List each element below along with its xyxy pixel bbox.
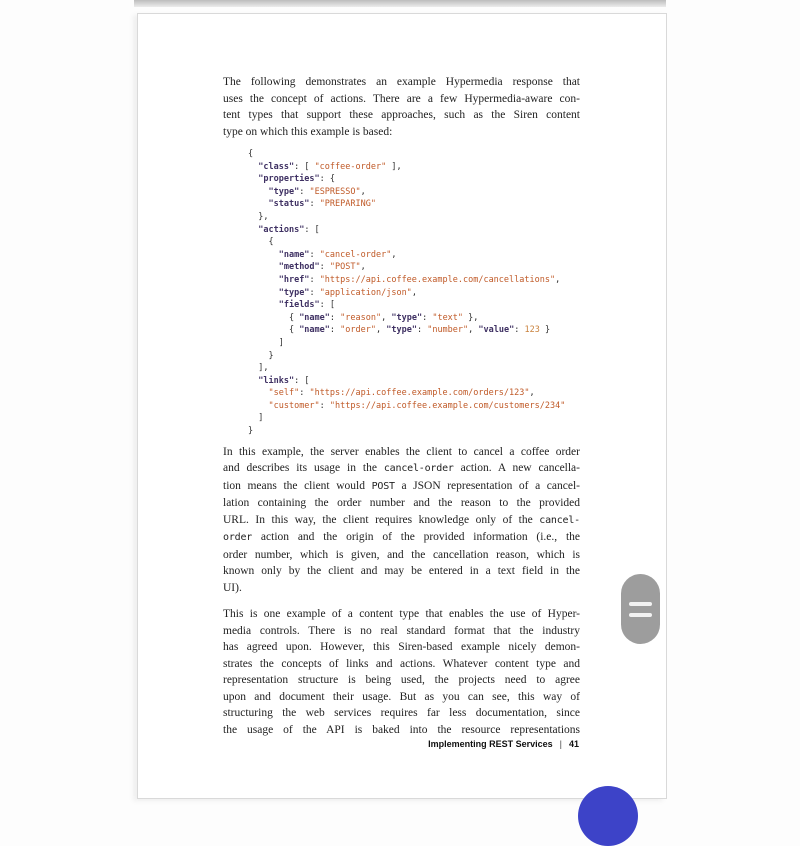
code-token: : [ xyxy=(294,161,315,172)
code-token: : xyxy=(329,325,341,336)
code-token: "type" xyxy=(386,325,417,336)
code-token: , xyxy=(529,388,535,399)
code-token: , xyxy=(381,312,392,323)
page-footer xyxy=(428,739,579,749)
code-token: 123 xyxy=(524,325,540,336)
text-segment: action and the origin of the provided information (i.e., the xyxy=(252,531,580,544)
code-line xyxy=(248,224,580,237)
code-token: "number" xyxy=(427,325,469,336)
text-line xyxy=(223,656,580,673)
text-line xyxy=(223,478,580,496)
json-code-block xyxy=(248,148,580,438)
code-token: ] xyxy=(248,413,264,424)
text-line xyxy=(223,580,580,597)
inline-code: cancel-order xyxy=(383,463,454,475)
text-segment: lation containing the order number and the reason to the provided xyxy=(223,497,580,510)
paragraph-discussion xyxy=(223,606,580,738)
code-token xyxy=(248,376,258,386)
text-segment: uses the concept of actions. There are a few Hypermedia-aware con- xyxy=(223,92,580,105)
code-token xyxy=(248,174,258,184)
code-token: : xyxy=(329,312,341,323)
code-token: : xyxy=(416,325,428,336)
code-token xyxy=(248,401,268,411)
book-page xyxy=(137,13,667,799)
text-segment: known only by the client and may be entered in a text field in the xyxy=(223,565,580,578)
text-line xyxy=(223,91,580,108)
code-line xyxy=(248,362,580,375)
code-line xyxy=(248,211,580,224)
code-token: "customer" xyxy=(268,400,320,411)
code-token: "links" xyxy=(258,375,295,386)
code-token: "https://api.coffee.example.com/customers/234" xyxy=(329,400,566,411)
text-segment: a JSON representation of a cancel- xyxy=(394,479,580,492)
code-token: "application/json" xyxy=(319,287,412,298)
code-token xyxy=(248,250,279,260)
code-line xyxy=(248,324,580,337)
text-line xyxy=(223,495,580,512)
text-segment: URL. In this way, the client requires knowledge only of the xyxy=(223,513,540,526)
code-token: : xyxy=(309,287,320,298)
code-token: : xyxy=(309,199,320,210)
text-line xyxy=(223,639,580,656)
floating-action-button[interactable] xyxy=(578,786,638,846)
code-token: "self" xyxy=(268,388,300,399)
text-segment: The following demonstrates an example Hypermedia response that xyxy=(223,76,580,88)
text-line xyxy=(223,606,580,623)
text-line xyxy=(223,547,580,564)
code-line xyxy=(248,161,580,174)
text-segment: upon and document their usage. But as you can see, this way of xyxy=(223,690,580,703)
code-token: { xyxy=(248,325,300,336)
code-token: , xyxy=(360,186,366,197)
code-token: : xyxy=(309,274,320,285)
code-token: ], xyxy=(248,363,269,374)
code-token: : xyxy=(299,186,310,197)
paragraph-explanation xyxy=(223,444,580,597)
code-token: , xyxy=(468,325,479,336)
code-token: "type" xyxy=(391,312,423,323)
code-token: { xyxy=(248,149,254,159)
text-segment: In this example, the server enables the client to cancel a coffee order xyxy=(223,445,580,458)
code-token: , xyxy=(391,249,397,260)
page-content xyxy=(223,74,580,738)
text-segment: UI). xyxy=(223,581,242,594)
code-line xyxy=(248,350,580,363)
code-line xyxy=(248,148,580,161)
code-token xyxy=(248,199,268,209)
code-line xyxy=(248,387,580,400)
code-token: } xyxy=(248,350,274,361)
code-token: "PREPARING" xyxy=(319,199,376,210)
code-token: ] xyxy=(248,337,284,348)
code-token: ], xyxy=(386,161,402,172)
text-line xyxy=(223,74,580,91)
code-token: "href" xyxy=(278,274,310,285)
code-line xyxy=(248,249,580,262)
code-line xyxy=(248,261,580,274)
code-token: "cancel-order" xyxy=(319,249,392,260)
text-segment: has agreed upon. However, this Siren-based example nicely demon- xyxy=(223,641,580,654)
text-segment: This is one example of a content type that enables the use of Hyper- xyxy=(223,608,580,621)
code-token xyxy=(248,288,279,298)
inline-code: cancel- xyxy=(539,514,580,526)
code-token: "method" xyxy=(278,262,320,273)
code-token: { xyxy=(248,312,300,323)
code-token: "ESPRESSO" xyxy=(309,186,361,197)
code-token xyxy=(248,262,279,272)
code-token: , xyxy=(555,274,561,285)
code-token: "https://api.coffee.example.com/orders/123" xyxy=(309,388,530,399)
text-line xyxy=(223,623,580,640)
code-line xyxy=(248,375,580,388)
code-token: : { xyxy=(319,174,336,185)
code-token xyxy=(248,300,279,310)
text-segment: order number, which is given, and the cancellation reason, which is xyxy=(223,548,580,561)
text-segment: the usage of the API is baked into the resource representations xyxy=(223,723,580,736)
code-line xyxy=(248,299,580,312)
footer-separator: | xyxy=(559,739,562,749)
code-token: { xyxy=(248,237,274,248)
code-token: : [ xyxy=(319,300,336,311)
code-token: : xyxy=(514,325,525,336)
paragraph-intro xyxy=(223,74,580,140)
code-line xyxy=(248,287,580,300)
code-token: "order" xyxy=(340,325,376,336)
code-token: "name" xyxy=(299,325,330,336)
page-scrubber-handle[interactable] xyxy=(621,574,660,644)
code-line xyxy=(248,274,580,287)
code-line xyxy=(248,412,580,425)
text-segment: type on which this example is based: xyxy=(223,125,393,138)
code-line xyxy=(248,312,580,325)
grip-line-icon xyxy=(629,613,652,617)
code-token: "properties" xyxy=(258,174,320,185)
code-token: "value" xyxy=(478,325,515,336)
code-token: , xyxy=(360,262,366,273)
text-segment: representation structure is being used, the projects need to agree xyxy=(223,674,580,687)
code-token: : [ xyxy=(294,375,310,386)
text-line xyxy=(223,722,580,739)
code-token: "type" xyxy=(278,287,310,298)
text-line xyxy=(223,563,580,580)
code-token: "name" xyxy=(299,312,330,323)
code-token xyxy=(248,388,268,398)
inline-code: order xyxy=(223,532,253,544)
text-segment: tion means the client would xyxy=(223,479,372,492)
code-token: "https://api.coffee.example.com/cancellations" xyxy=(319,274,556,285)
text-line xyxy=(223,529,580,547)
text-segment: strates the concepts of links and actions. Whatever content type and xyxy=(223,657,580,670)
code-token: "POST" xyxy=(329,262,361,273)
text-line xyxy=(223,672,580,689)
code-line xyxy=(248,337,580,350)
code-token: }, xyxy=(248,211,269,222)
inline-code: POST xyxy=(371,480,395,492)
code-token: : xyxy=(299,388,310,399)
code-token: }, xyxy=(463,312,479,323)
text-line xyxy=(223,512,580,530)
code-line xyxy=(248,198,580,211)
code-token: : [ xyxy=(304,224,320,235)
text-line xyxy=(223,689,580,706)
code-token: , xyxy=(375,325,387,336)
code-token: : xyxy=(319,400,330,411)
text-segment: structuring the web services requires far less documentation, since xyxy=(223,707,580,720)
code-token: , xyxy=(411,287,417,298)
page-number: 41 xyxy=(568,739,579,749)
chapter-title: Implementing REST Services xyxy=(428,739,553,749)
code-token: : xyxy=(319,262,330,273)
code-token: "actions" xyxy=(258,224,305,235)
previous-page-edge xyxy=(134,0,666,7)
text-line xyxy=(223,107,580,124)
text-segment: media controls. There is no real standard format that the industry xyxy=(223,624,580,637)
code-token: "name" xyxy=(278,249,310,260)
text-line xyxy=(223,705,580,722)
text-segment: action. A new cancella- xyxy=(453,462,580,475)
code-token: : xyxy=(309,249,320,260)
code-token: } xyxy=(539,325,551,336)
code-token: "class" xyxy=(258,161,295,172)
code-token xyxy=(248,162,258,172)
code-line xyxy=(248,425,580,438)
code-line xyxy=(248,400,580,413)
code-token xyxy=(248,275,279,285)
code-line xyxy=(248,236,580,249)
text-line xyxy=(223,444,580,461)
text-segment: and describes its usage in the xyxy=(223,462,384,475)
code-line xyxy=(248,173,580,186)
text-line xyxy=(223,124,580,141)
code-token: : xyxy=(422,312,433,323)
text-segment: tent types that support these approaches, such as the Siren content xyxy=(223,109,580,121)
code-token xyxy=(248,225,258,235)
code-token xyxy=(248,187,268,197)
code-token: "reason" xyxy=(340,312,382,323)
code-token: "coffee-order" xyxy=(314,161,387,172)
grip-line-icon xyxy=(629,602,652,606)
code-line xyxy=(248,186,580,199)
code-token: "text" xyxy=(432,312,464,323)
code-token: "type" xyxy=(268,186,300,197)
code-token: "status" xyxy=(268,199,310,210)
code-token: "fields" xyxy=(278,300,320,311)
code-token: } xyxy=(248,426,254,437)
text-line xyxy=(223,460,580,478)
